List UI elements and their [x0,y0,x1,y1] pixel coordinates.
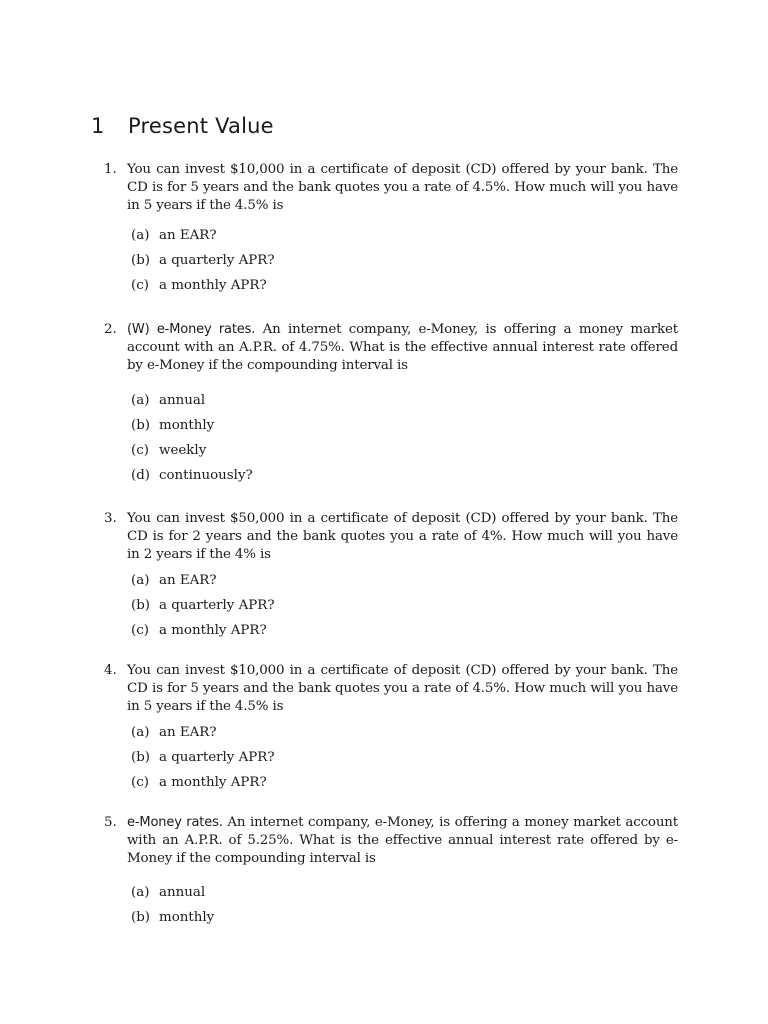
problem-statement: You can invest $50,000 in a certificate of deposit (CD) offered by your bank. The CD is for 2 years and the bank quotes you a rate of 4%. How much will you have in 2 years if the 4% is [127,511,678,562]
subitem [104,417,678,442]
subitem [104,227,678,252]
subitem-label: (a) [131,725,150,740]
problem-1 [104,161,678,302]
problem-number: 4. [104,663,117,678]
subitem-text: a quarterly APR? [159,598,275,613]
subitem [104,622,678,647]
subitem-label: (b) [131,253,151,268]
section-title-text: Present Value [128,114,274,138]
problem-statement: An internet company, e-Money, is offering a money market account with an A.P.R. of 4.75%. What is the effective annual interest rate offered by e-Money if the compounding interval is [127,322,679,373]
subitem-label: (a) [131,885,150,900]
subitem-label: (a) [131,573,150,588]
subitem [104,467,678,492]
subitem [104,597,678,622]
subitem-label: (b) [131,910,151,925]
subitem-label: (c) [131,278,149,293]
section-number: 1 [91,114,105,138]
subitem-text: weekly [159,443,207,458]
problem-number: 1. [104,162,117,177]
subitem-text: an EAR? [159,573,217,588]
subitem-text: a monthly APR? [159,278,267,293]
subitem-label: (d) [131,468,151,483]
problem-text [127,161,678,215]
subitem-label: (b) [131,598,151,613]
subitem [104,252,678,277]
subitem-text: a quarterly APR? [159,750,275,765]
subitem-text: continuously? [159,468,253,483]
subitem [104,442,678,467]
subitem-text: a monthly APR? [159,775,267,790]
subitem-text: an EAR? [159,725,217,740]
problem-number: 5. [104,815,117,830]
problem-statement: You can invest $10,000 in a certificate of deposit (CD) offered by your bank. The CD is for 5 years and the bank quotes you a rate of 4.5%. How much will you have in 5 years if the 4.5% is [127,162,678,213]
subitem-label: (c) [131,775,149,790]
subitem [104,909,678,934]
problem-statement: An internet company, e-Money, is offering a money market account with an A.P.R. of 5.25%. What is the effective annual interest rate offered by e-Money if the compounding interval is [127,815,679,866]
problem-number: 3. [104,511,117,526]
subitem-label: (c) [131,623,149,638]
subitem-list [104,572,678,647]
subitem-text: annual [159,885,206,900]
subitem-list [104,724,678,799]
subitem [104,724,678,749]
subitem-text: a quarterly APR? [159,253,275,268]
subitem-text: monthly [159,418,215,433]
problem-text [127,510,678,564]
subitem-list [104,392,678,492]
subitem-list [104,227,678,302]
subitem-list [104,884,678,934]
subitem [104,392,678,417]
problem-number: 2. [104,322,117,337]
subitem-text: an EAR? [159,228,217,243]
subitem [104,774,678,799]
subitem-label: (b) [131,750,151,765]
subitem [104,749,678,774]
subitem-text: monthly [159,910,215,925]
problem-text [127,814,678,868]
subitem-text: annual [159,393,206,408]
subitem-label: (b) [131,418,151,433]
problem-3 [104,510,678,647]
subitem [104,572,678,597]
subitem-label: (a) [131,393,150,408]
problem-4 [104,662,678,799]
subitem [104,884,678,909]
subitem-label: (c) [131,443,149,458]
problem-title: e-Money rates. [127,815,223,830]
problem-title: (W) e-Money rates. [127,322,256,337]
subitem-text: a monthly APR? [159,623,267,638]
subitem [104,277,678,302]
problem-statement: You can invest $10,000 in a certificate of deposit (CD) offered by your bank. The CD is for 5 years and the bank quotes you a rate of 4.5%. How much will you have in 5 years if the 4.5% is [127,663,678,714]
problem-text [127,662,678,716]
problem-text [127,321,678,375]
section-title [91,114,274,138]
subitem-label: (a) [131,228,150,243]
problem-5 [104,814,678,934]
problem-2 [104,321,678,492]
